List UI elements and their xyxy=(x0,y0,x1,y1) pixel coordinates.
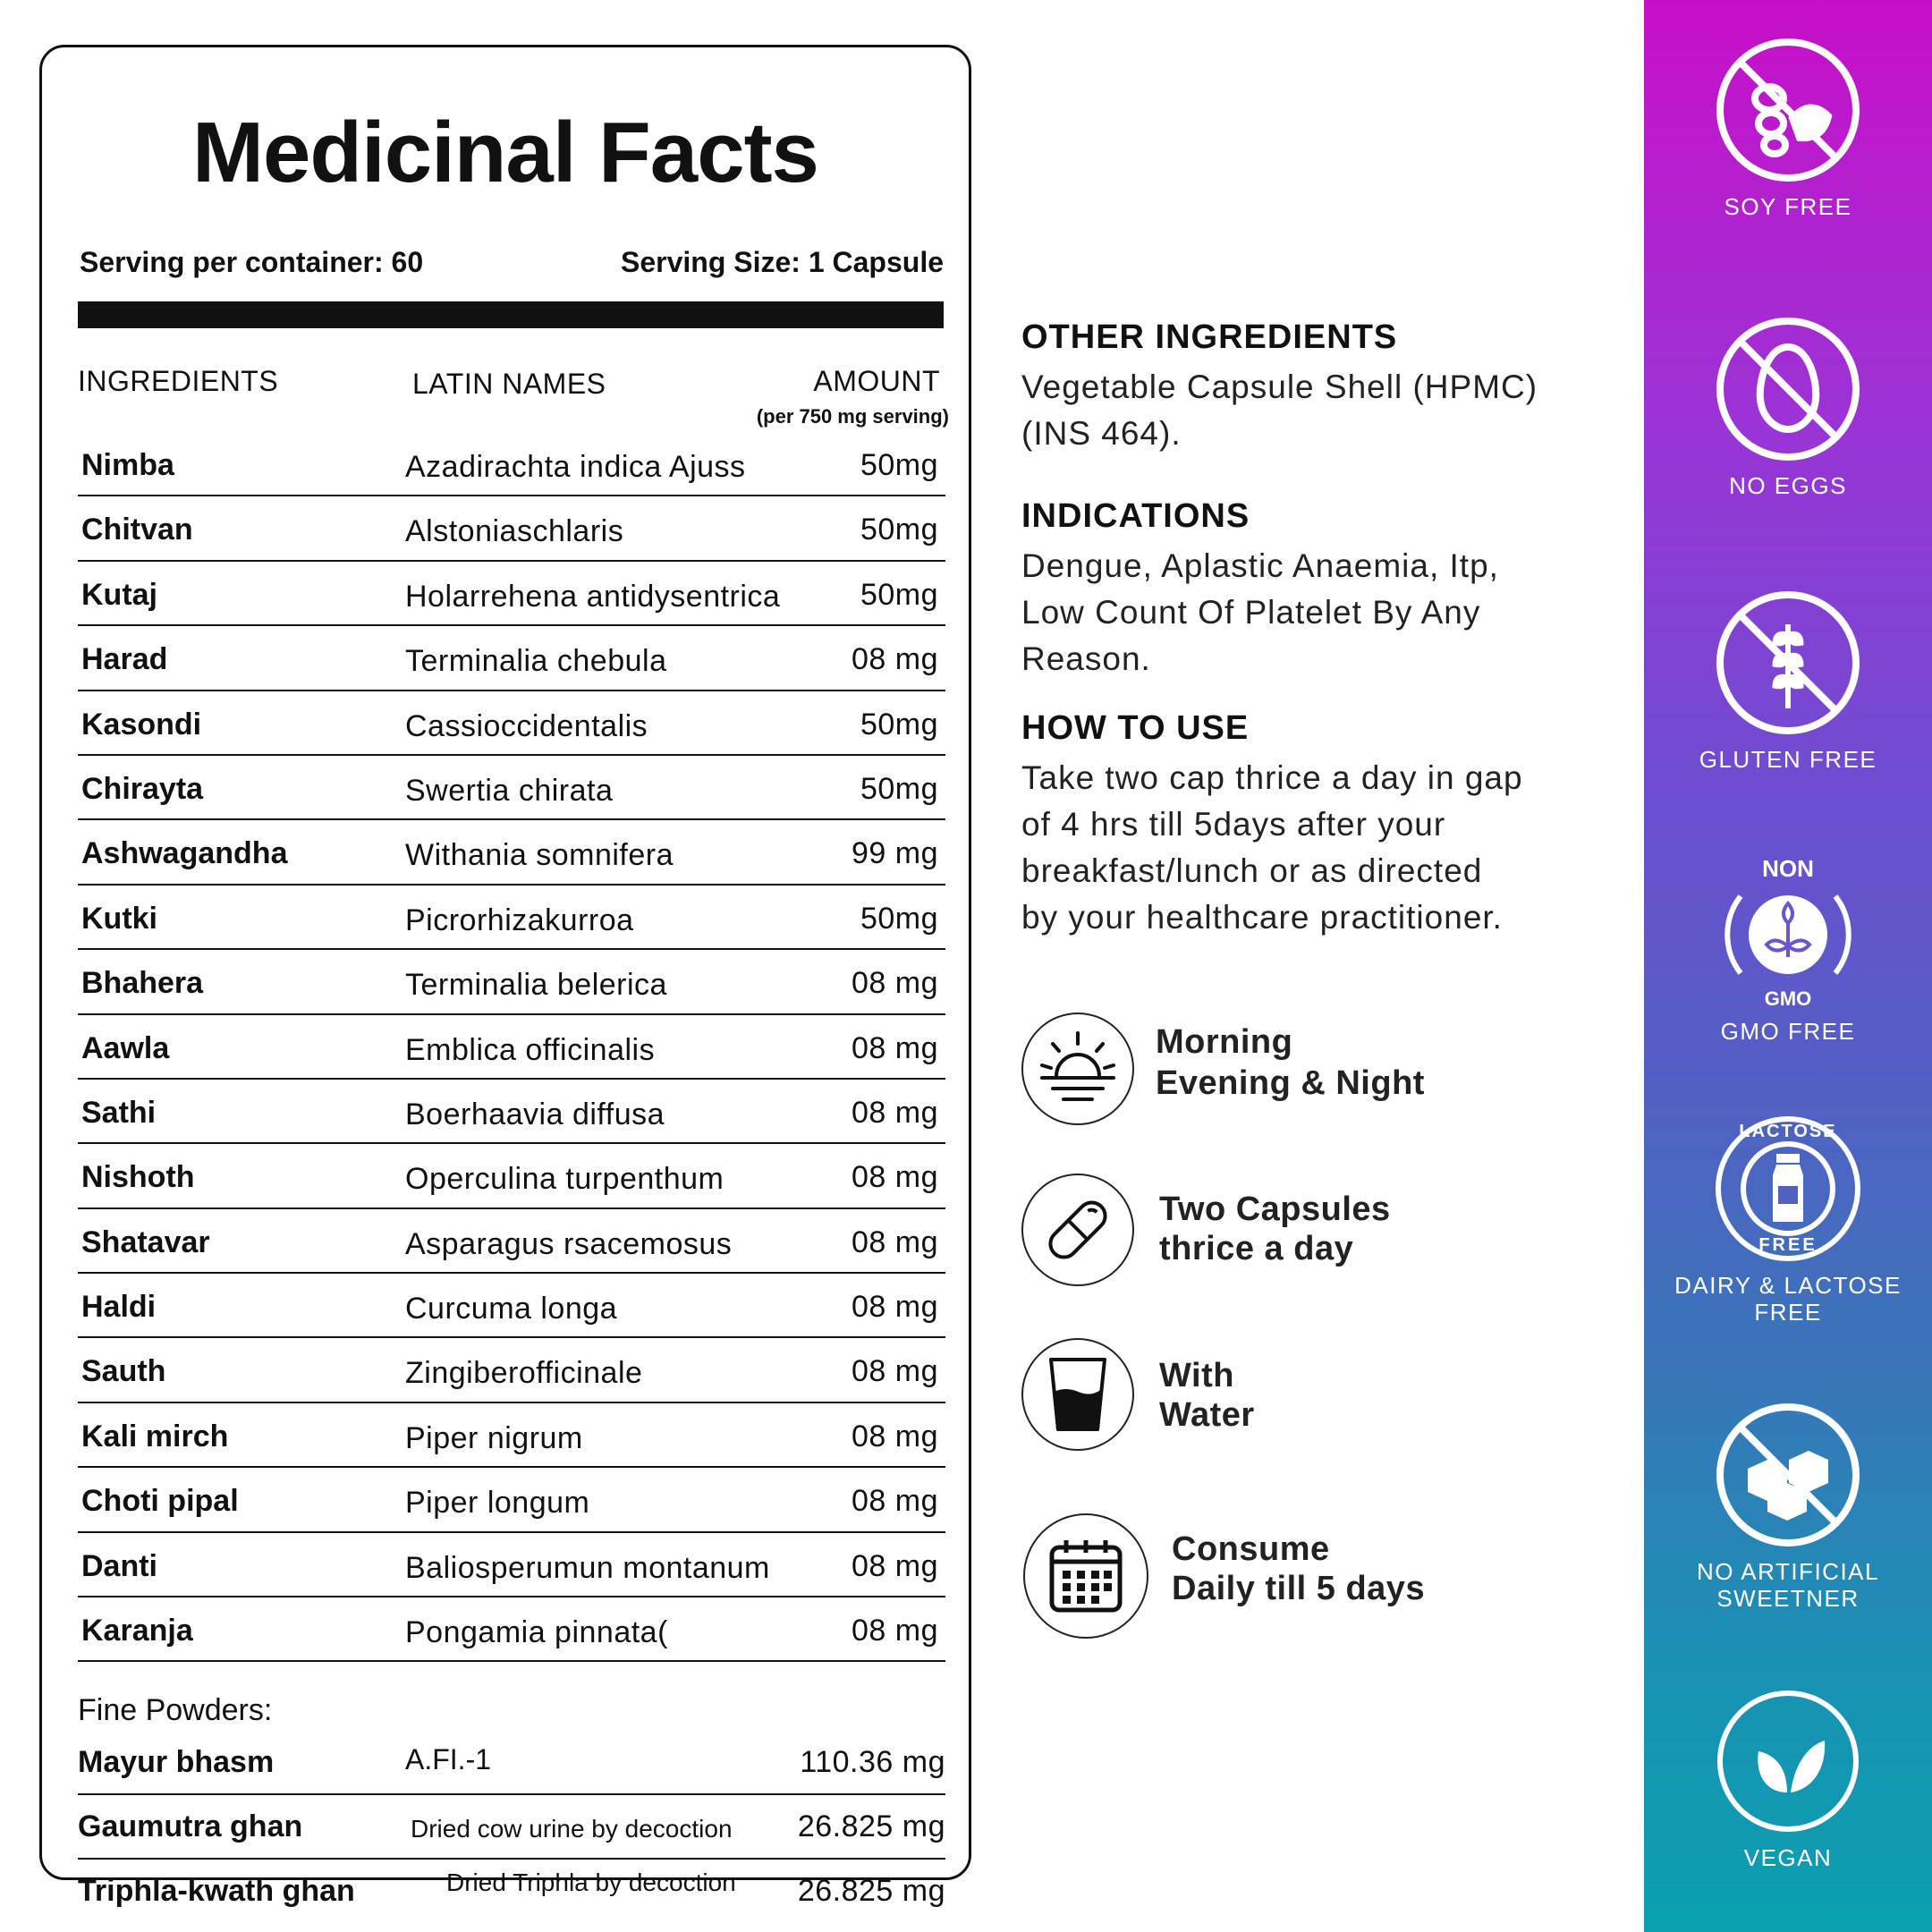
ingredient-name: Chirayta xyxy=(81,771,204,806)
ingredient-name: Nishoth xyxy=(81,1160,195,1195)
latin-name: Pongamia pinnata( xyxy=(405,1615,668,1650)
ingredient-name: Nimba xyxy=(81,448,174,482)
table-row xyxy=(78,432,945,496)
lactose-free-icon xyxy=(1714,1114,1862,1263)
serving-size: Serving Size: 1 Capsule xyxy=(620,246,944,278)
latin-name: Alstoniaschlaris xyxy=(405,514,624,549)
gluten-free-label: GLUTEN FREE xyxy=(1699,746,1877,773)
usage-water-text xyxy=(1159,1356,1255,1435)
table-row xyxy=(78,1274,945,1338)
amount: 08 mg xyxy=(852,1160,938,1195)
badge-soy-free xyxy=(1644,36,1932,220)
other-ingredients-title: OTHER INGREDIENTS xyxy=(1021,318,1398,356)
badge-no-eggs xyxy=(1644,315,1932,499)
how-to-use-title: HOW TO USE xyxy=(1021,709,1250,747)
fine-powders-table xyxy=(78,1731,945,1924)
latin-name: Boerhaavia diffusa xyxy=(405,1097,665,1131)
table-row xyxy=(78,820,945,885)
latin-name: Curcuma longa xyxy=(405,1292,618,1326)
label-line: DAIRY & LACTOSE xyxy=(1674,1272,1902,1299)
ingredient-name: Shatavar xyxy=(81,1224,210,1259)
amount: 08 mg xyxy=(852,642,938,677)
no-eggs-icon xyxy=(1714,315,1862,463)
sunrise-icon xyxy=(1021,1013,1134,1125)
usage-line: Morning xyxy=(1156,1023,1293,1061)
soy-free-icon xyxy=(1714,36,1862,184)
table-row xyxy=(78,691,945,756)
amount: 110.36 mg xyxy=(800,1745,945,1779)
ingredient-name: Chitvan xyxy=(81,513,193,547)
latin-name: Picrorhizakurroa xyxy=(405,902,634,937)
latin-name: Terminalia belerica xyxy=(405,968,667,1003)
gluten-free-icon xyxy=(1714,589,1862,737)
table-row xyxy=(78,1468,945,1532)
amount: 08 mg xyxy=(852,1224,938,1259)
badge-gluten-free xyxy=(1644,589,1932,773)
ingredient-name: Choti pipal xyxy=(81,1484,239,1519)
table-row xyxy=(78,1860,945,1924)
col-header-amount: AMOUNT xyxy=(813,365,940,397)
latin-name: Dried Triphla by decoction xyxy=(446,1868,736,1896)
lactose-bottom-text: FREE xyxy=(1758,1235,1818,1255)
amount: 08 mg xyxy=(852,1030,938,1065)
usage-line: Two Capsules xyxy=(1159,1191,1391,1228)
other-line-1: Vegetable Capsule Shell (HPMC) xyxy=(1021,369,1538,405)
latin-name: Withania somnifera xyxy=(405,838,674,873)
usage-line: thrice a day xyxy=(1159,1230,1354,1267)
usage-duration-text xyxy=(1172,1530,1425,1608)
amount: 26.825 mg xyxy=(797,1809,945,1843)
other-ingredients-text xyxy=(1021,364,1612,457)
amount: 50mg xyxy=(860,513,938,547)
usage-line: Daily till 5 days xyxy=(1172,1570,1426,1607)
no-artificial-sweetner-label xyxy=(1644,1558,1932,1612)
table-row xyxy=(78,950,945,1014)
amount: 50mg xyxy=(860,577,938,612)
amount: 08 mg xyxy=(852,966,938,1001)
usage-line: Water xyxy=(1159,1396,1255,1434)
latin-name: Piper nigrum xyxy=(405,1420,583,1455)
amount: 08 mg xyxy=(852,1354,938,1389)
ingredient-table xyxy=(78,432,945,1662)
amount: 50mg xyxy=(860,448,938,482)
table-row xyxy=(78,1080,945,1144)
label-line: FREE xyxy=(1754,1299,1822,1326)
indications-text xyxy=(1021,543,1612,682)
amount: 50mg xyxy=(860,901,938,936)
no-eggs-label: NO EGGS xyxy=(1729,472,1847,499)
dairy-lactose-free-label xyxy=(1644,1272,1932,1326)
table-row xyxy=(78,1597,945,1662)
ingredient-name: Sauth xyxy=(81,1354,166,1389)
latin-name: A.FI.-1 xyxy=(405,1743,492,1775)
non-gmo-bottom-text: GMO xyxy=(1764,987,1812,1010)
other-ingredients-section xyxy=(1021,318,1612,457)
use-line-2: of 4 hrs till 5days after your xyxy=(1021,806,1446,843)
table-row xyxy=(78,1795,945,1860)
serving-per-container: Serving per container: 60 xyxy=(80,246,424,278)
capsule-icon xyxy=(1021,1174,1134,1286)
water-glass-icon xyxy=(1021,1338,1134,1451)
ingredient-name: Haldi xyxy=(81,1290,157,1325)
col-header-latin: LATIN NAMES xyxy=(412,368,606,400)
table-row xyxy=(78,1533,945,1597)
col-header-per-serving: (per 750 mg serving) xyxy=(756,405,949,428)
badge-vegan xyxy=(1644,1687,1932,1871)
lactose-top-text: LACTOSE xyxy=(1739,1122,1837,1141)
medicinal-facts-panel xyxy=(39,45,971,1908)
how-to-use-text xyxy=(1021,755,1612,941)
table-row xyxy=(78,886,945,950)
facts-title: Medicinal Facts xyxy=(192,105,818,200)
vegan-label: VEGAN xyxy=(1743,1844,1833,1871)
ingredient-name: Kutki xyxy=(81,901,157,936)
table-row xyxy=(78,1338,945,1402)
ingredient-name: Danti xyxy=(81,1548,157,1583)
amount: 50mg xyxy=(860,707,938,741)
ind-line-1: Dengue, Aplastic Anaemia, Itp, xyxy=(1021,547,1499,584)
badge-no-artificial-sweetner xyxy=(1644,1401,1932,1612)
table-row xyxy=(78,756,945,820)
table-row xyxy=(78,562,945,626)
ingredient-name: Karanja xyxy=(81,1614,193,1648)
free-from-badges-strip xyxy=(1644,0,1932,1932)
non-gmo-top-text: NON xyxy=(1762,855,1814,882)
latin-name: Dried cow urine by decoction xyxy=(411,1815,733,1843)
gmo-free-label: GMO FREE xyxy=(1720,1018,1856,1045)
use-line-3: breakfast/lunch or as directed xyxy=(1021,852,1483,889)
ingredient-name: Ashwagandha xyxy=(81,836,288,871)
non-gmo-icon xyxy=(1714,855,1862,1010)
table-row xyxy=(78,1144,945,1208)
badge-dairy-lactose-free xyxy=(1644,1114,1932,1326)
ingredient-name: Triphla-kwath ghan xyxy=(78,1874,355,1908)
amount: 99 mg xyxy=(852,836,938,871)
amount: 08 mg xyxy=(852,1419,938,1453)
usage-line: With xyxy=(1159,1357,1234,1394)
badge-gmo-free xyxy=(1644,855,1932,1045)
label-line: NO ARTIFICIAL xyxy=(1697,1558,1879,1585)
latin-name: Swertia chirata xyxy=(405,773,614,808)
amount: 50mg xyxy=(860,771,938,806)
latin-name: Zingiberofficinale xyxy=(405,1356,643,1391)
amount: 08 mg xyxy=(852,1290,938,1325)
latin-name: Baliosperumun montanum xyxy=(405,1550,770,1585)
usage-time-text xyxy=(1156,1021,1425,1104)
latin-name: Piper longum xyxy=(405,1486,590,1521)
ingredient-name: Harad xyxy=(81,642,168,677)
ingredient-name: Aawla xyxy=(81,1030,170,1065)
indications-title: INDICATIONS xyxy=(1021,497,1250,535)
amount: 08 mg xyxy=(852,1548,938,1583)
ingredient-name: Mayur bhasm xyxy=(78,1745,275,1779)
col-header-ingredients: INGREDIENTS xyxy=(78,365,279,397)
latin-name: Operculina turpenthum xyxy=(405,1162,724,1197)
table-row xyxy=(78,1209,945,1274)
header-rule xyxy=(78,301,944,328)
usage-line: Consume xyxy=(1172,1530,1330,1568)
soy-free-label: SOY FREE xyxy=(1724,193,1852,220)
ingredient-name: Bhahera xyxy=(81,966,204,1001)
no-sweetner-icon xyxy=(1714,1401,1862,1549)
ingredient-name: Kali mirch xyxy=(81,1419,229,1453)
use-line-4: by your healthcare practitioner. xyxy=(1021,899,1503,936)
indications-section xyxy=(1021,497,1612,682)
ingredient-name: Gaumutra ghan xyxy=(78,1809,303,1843)
table-row xyxy=(78,626,945,691)
amount: 08 mg xyxy=(852,1484,938,1519)
latin-name: Terminalia chebula xyxy=(405,644,667,679)
amount: 08 mg xyxy=(852,1614,938,1648)
usage-dose-text xyxy=(1159,1190,1391,1268)
calendar-icon xyxy=(1023,1513,1148,1639)
latin-name: Asparagus rsacemosus xyxy=(405,1226,733,1261)
how-to-use-section xyxy=(1021,709,1612,941)
table-row xyxy=(78,1015,945,1080)
use-line-1: Take two cap thrice a day in gap xyxy=(1021,759,1523,796)
label-line: SWEETNER xyxy=(1716,1585,1860,1612)
vegan-leaf-icon xyxy=(1714,1687,1862,1835)
other-line-2: (INS 464). xyxy=(1021,415,1182,452)
ind-line-3: Reason. xyxy=(1021,640,1151,677)
latin-name: Azadirachta indica Ajuss xyxy=(405,450,746,484)
amount: 08 mg xyxy=(852,1095,938,1130)
ingredient-name: Sathi xyxy=(81,1095,157,1130)
table-row xyxy=(78,496,945,561)
ind-line-2: Low Count Of Platelet By Any xyxy=(1021,594,1481,631)
latin-name: Emblica officinalis xyxy=(405,1032,656,1067)
latin-name: Cassioccidentalis xyxy=(405,708,648,743)
fine-powders-label: Fine Powders: xyxy=(78,1693,273,1727)
ingredient-name: Kutaj xyxy=(81,577,157,612)
latin-name: Holarrehena antidysentrica xyxy=(405,579,781,614)
table-row xyxy=(78,1731,945,1795)
amount: 26.825 mg xyxy=(797,1874,945,1908)
ingredient-name: Kasondi xyxy=(81,707,202,741)
table-row xyxy=(78,1403,945,1468)
usage-line: Evening & Night xyxy=(1156,1064,1425,1102)
